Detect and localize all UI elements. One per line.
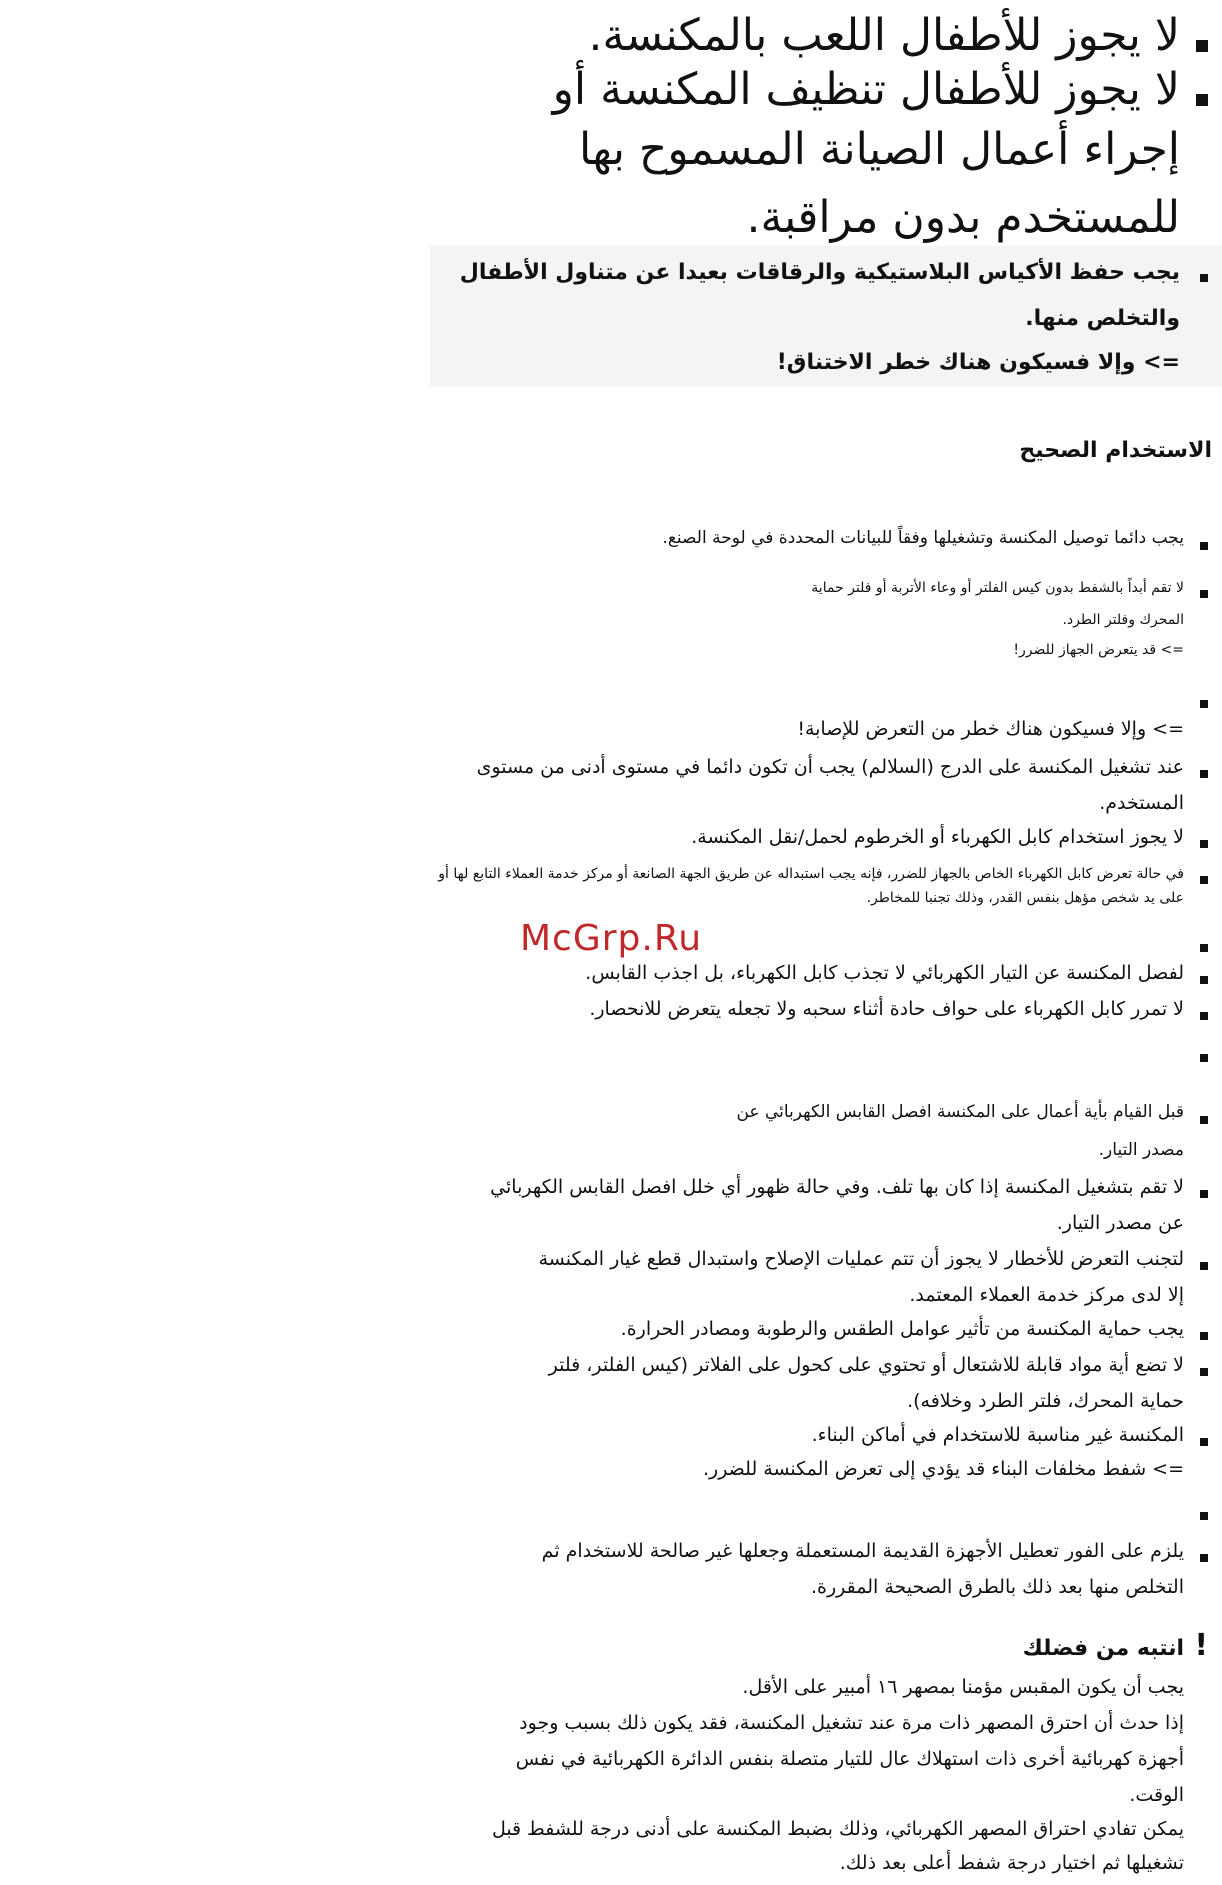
bullet-icon [1200, 1116, 1208, 1124]
text-line: لا تضع أية مواد قابلة للاشتعال أو تحتوي على كحول على الفلاتر (كيس الفلتر، فلتر [548, 1354, 1184, 1376]
watermark: McGrp.Ru [520, 918, 703, 959]
section-heading: الاستخدام الصحيح [1019, 438, 1212, 463]
text-line: التخلص منها بعد ذلك بالطرق الصحيحة المقررة. [810, 1576, 1184, 1598]
text-line: => قد يتعرض الجهاز للضرر! [1013, 642, 1184, 658]
bullet-icon [1196, 94, 1208, 106]
text-line: يجب دائما توصيل المكنسة وتشغيلها وفقاً للبيانات المحددة في لوحة الصنع. [662, 528, 1184, 548]
text-line: لا يجوز للأطفال تنظيف المكنسة أو [552, 64, 1180, 115]
text-line: المحرك وفلتر الطرد. [1062, 612, 1184, 628]
text-line: إذا حدث أن احترق المصهر ذات مرة عند تشغيل المكنسة، فقد يكون ذلك بسبب وجود [519, 1712, 1184, 1734]
bullet-icon [1200, 876, 1208, 884]
bullet-icon [1200, 1368, 1208, 1376]
text-line: عند تشغيل المكنسة على الدرج (السلالم) يجب أن تكون دائما في مستوى أدنى من مستوى [476, 756, 1184, 778]
text-line: إلا لدى مركز خدمة العملاء المعتمد. [909, 1284, 1184, 1306]
section-heading: انتبه من فضلك [1022, 1636, 1184, 1661]
bullet-icon [1200, 1438, 1208, 1446]
bullet-icon [1200, 1190, 1208, 1198]
section-heading: => وإلا فسيكون هناك خطر الاختناق! [776, 350, 1180, 375]
bullet-icon [1200, 542, 1208, 550]
text-line: يجب حماية المكنسة من تأثير عوامل الطقس والرطوبة ومصادر الحرارة. [620, 1318, 1184, 1340]
text-line: يمكن تفادي احتراق المصهر الكهربائي، وذلك بضبط المكنسة على أدنى درجة للشفط قبل [491, 1818, 1184, 1840]
text-line: لا تمرر كابل الكهرباء على حواف حادة أثناء سحبه ولا تجعله يتعرض للانحصار. [589, 998, 1184, 1020]
text-line: => وإلا فسيكون هناك خطر من التعرض للإصابة! [797, 718, 1184, 740]
text-line: لا تقم بتشغيل المكنسة إذا كان بها تلف. وفي حالة ظهور أي خلل افصل القابس الكهربائي [490, 1176, 1184, 1198]
bullet-icon [1200, 770, 1208, 778]
text-line: على يد شخص مؤهل بنفس القدر، وذلك تجنبا للمخاطر. [866, 890, 1184, 906]
text-line: للمستخدم بدون مراقبة. [746, 192, 1180, 243]
text-line: => شفط مخلفات البناء قد يؤدي إلى تعرض المكنسة للضرر. [702, 1458, 1184, 1480]
bullet-icon [1200, 944, 1208, 952]
text-line: إجراء أعمال الصيانة المسموح بها [579, 124, 1180, 175]
bullet-icon [1200, 976, 1208, 984]
text-line: أجهزة كهربائية أخرى ذات استهلاك عال للتيار متصلة بنفس الدائرة الكهربائية في نفس [515, 1748, 1184, 1770]
bullet-icon [1200, 700, 1208, 708]
bullet-icon [1200, 590, 1208, 598]
bullet-icon [1200, 274, 1208, 282]
text-line: قبل القيام بأية أعمال على المكنسة افصل القابس الكهربائي عن [736, 1102, 1184, 1122]
bullet-icon [1200, 1012, 1208, 1020]
bullet-icon [1200, 1262, 1208, 1270]
text-line: المستخدم. [1099, 792, 1184, 814]
bullet-icon [1196, 40, 1208, 52]
bullet-icon [1200, 1054, 1208, 1062]
text-line: لا تقم أبداً بالشفط بدون كيس الفلتر أو وعاء الأتربة أو فلتر حماية [811, 580, 1184, 596]
text-line: لا يجوز استخدام كابل الكهرباء أو الخرطوم لحمل/نقل المكنسة. [691, 826, 1184, 848]
section-heading: والتخلص منها. [1025, 306, 1180, 331]
text-line: في حالة تعرض كابل الكهرباء الخاص بالجهاز للضرر، فإنه يجب استبداله عن طريق الجهة الصانعة أو مركز خدمة العملاء التابع لها أو [438, 866, 1184, 882]
text-line: الوقت. [1129, 1784, 1184, 1806]
attention-icon: ! [1194, 1628, 1208, 1663]
text-line: لا يجوز للأطفال اللعب بالمكنسة. [588, 10, 1180, 61]
text-line: يجب حفظ الأكياس البلاستيكية والرقاقات بعيدا عن متناول الأطفال [459, 260, 1180, 285]
text-line: حماية المحرك، فلتر الطرد وخلافه). [907, 1390, 1184, 1412]
bullet-icon [1200, 1512, 1208, 1520]
text-line: المكنسة غير مناسبة للاستخدام في أماكن البناء. [811, 1424, 1184, 1446]
text-line: تشغيلها ثم اختيار درجة شفط أعلى بعد ذلك. [839, 1852, 1184, 1874]
text-line: مصدر التيار. [1098, 1140, 1184, 1160]
bullet-icon [1200, 1332, 1208, 1340]
bullet-icon [1200, 1554, 1208, 1562]
text-line: يلزم على الفور تعطيل الأجهزة القديمة المستعملة وجعلها غير صالحة للاستخدام ثم [541, 1540, 1184, 1562]
text-line: عن مصدر التيار. [1056, 1212, 1184, 1234]
text-line: يجب أن يكون المقبس مؤمنا بمصهر ١٦ أمبير على الأقل. [742, 1676, 1184, 1698]
text-line: لتجنب التعرض للأخطار لا يجوز أن تتم عمليات الإصلاح واستبدال قطع غيار المكنسة [538, 1248, 1184, 1270]
bullet-icon [1200, 840, 1208, 848]
text-line: لفصل المكنسة عن التيار الكهربائي لا تجذب كابل الكهرباء، بل اجذب القابس. [585, 962, 1184, 984]
